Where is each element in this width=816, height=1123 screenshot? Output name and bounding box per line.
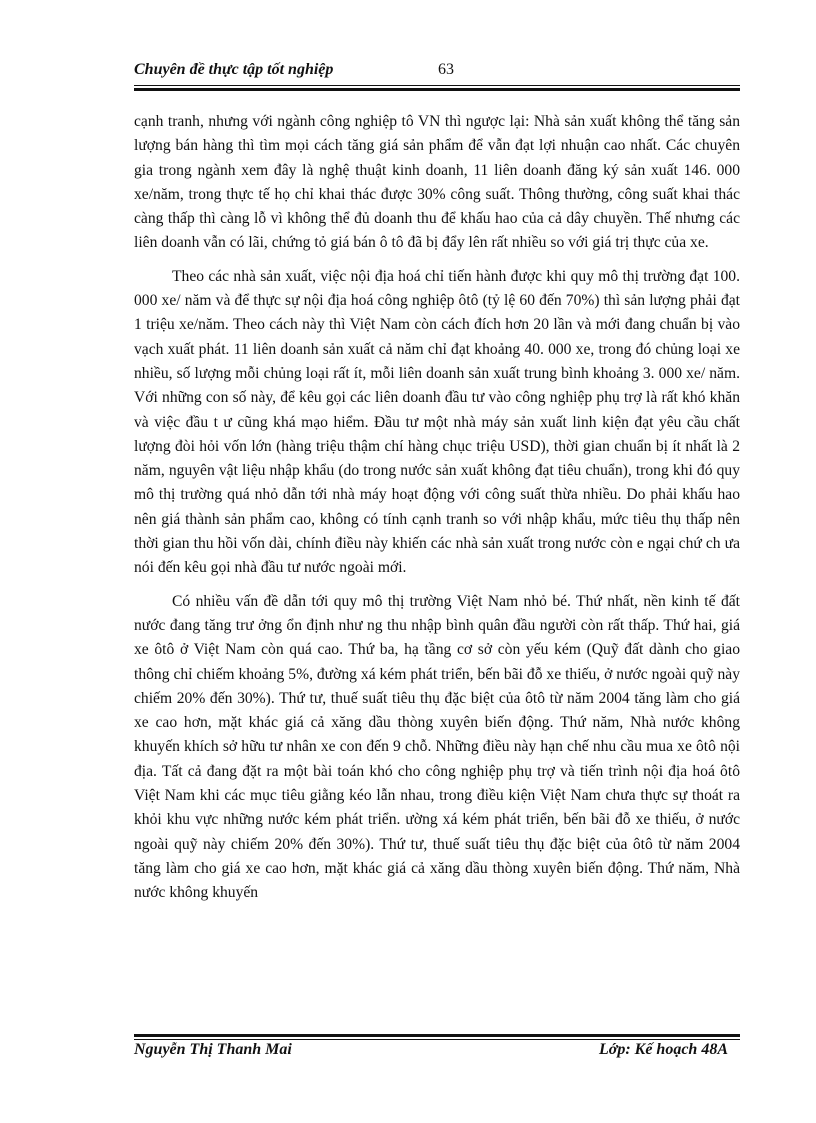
class-label: Lớp: Kế hoạch 48A bbox=[598, 1041, 728, 1058]
document-title: Chuyên đề thực tập tốt nghiệp bbox=[134, 61, 334, 78]
page-footer bbox=[134, 1041, 740, 1065]
paragraph-3: Có nhiều vấn đề dẫn tới quy mô thị trường Việt Nam nhỏ bé. Thứ nhất, nền kinh tế đất nước đang tăng trư ởng ổn định như ng thu nhập bình quân đầu người còn rất thấp. Thứ hai, giá xe ôtô ở Việt Nam còn quá cao. Thứ ba, hạ tầng cơ sở còn yếu kém (Quỹ đất dành cho giao thông chỉ chiếm khoảng 5%, đường xá kém phát triển, bến bãi đỗ xe thiếu, ở nước ngoài quỹ này chiếm 20% đến 30%). Thứ tư, thuế suất tiêu thụ đặc biệt của ôtô từ năm 2004 tăng làm cho giá xe cao hơn, mặt khác giá cả xăng dầu thòng xuyên biến động. Thứ năm, Nhà nước không khuyến khích sở hữu tư nhân xe con đến 9 chỗ. Những điều này hạn chế nhu cầu mua xe ôtô nội địa. Tất cả đang đặt ra một bài toán khó cho công nghiệp phụ trợ và tiến trình nội địa hoá ôtô Việt Nam khi các mục tiêu giằng kéo lẫn nhau, trong điều kiện Việt Nam chưa thực sự thoát ra khỏi khu vực những nước kém phát triển. ường xá kém phát triển, bến bãi đỗ xe thiếu, ở nước ngoài quỹ này chiếm 20% đến 30%). Thứ tư, thuế suất tiêu thụ đặc biệt của ôtô từ năm 2004 tăng làm cho giá xe cao hơn, mặt khác giá cả xăng dầu thòng xuyên biến động. Thứ năm, Nhà nước không khuyến bbox=[134, 592, 740, 902]
page-number: 63 bbox=[438, 61, 454, 78]
paragraph-2: Theo các nhà sản xuất, việc nội địa hoá chỉ tiến hành được khi quy mô thị trường đạt 100. 000 xe/ năm và để thực sự nội địa hoá công nghiệp ôtô (tỷ lệ 60 đến 70%) thì sản lượng phải đạt 1 triệu xe/năm. Theo cách này thì Việt Nam còn cách đích hơn 20 lần và mới đang chuẩn bị vào vạch xuất phát. 11 liên doanh sản xuất cả năm chỉ đạt khoảng 40. 000 xe, trong đó chủng loại xe nhiều, số lượng mỗi chủng loại rất ít, mỗi liên doanh sản xuất trung bình khoảng 3. 000 xe/ năm. Với những con số này, để kêu gọi các liên doanh đầu tư vào công nghiệp phụ trợ là rất khó khăn và việc đầu t ư cũng khá mạo hiểm. Đầu tư một nhà máy sản xuất linh kiện đạt yêu cầu chất lượng đòi hỏi vốn lớn (hàng triệu thậm chí hàng chục triệu USD), thời gian chuẩn bị ít nhất là 2 năm, nguyên vật liệu nhập khẩu (do trong nước sản xuất không đạt tiêu chuẩn), trong khi đó quy mô thị trường quá nhỏ dẫn tới nhà máy hoạt động với công suất thừa nhiều. Do phải khấu hao nên giá thành sản phẩm cao, không có tính cạnh tranh so với nhập khẩu, mức tiêu thụ thấp nên thời gian thu hồi vốn dài, chính điều này khiến các nhà sản xuất trong nước còn e ngại chứ ch ưa nói đến kêu gọi nhà đầu tư nước ngoài mới. bbox=[134, 267, 740, 577]
header-rule-thin bbox=[134, 85, 740, 86]
body-text bbox=[134, 110, 740, 915]
header-rule-thick bbox=[134, 88, 740, 91]
footer-rule-thin bbox=[134, 1039, 740, 1040]
author-name: Nguyễn Thị Thanh Mai bbox=[134, 1041, 292, 1058]
paragraph-1: cạnh tranh, nhưng với ngành công nghiệp tô VN thì ngược lại: Nhà sản xuất không thể tăng sản lượng bán hàng thì tìm mọi cách tăng giá sản phẩm để vẫn đạt lợi nhuận cao nhất. Các chuyên gia trong ngành xem đây là nghệ thuật kinh doanh, 11 liên doanh đăng ký sản xuất 146. 000 xe/năm, trong thực tế họ chỉ khai thác được 30% công suất. Thông thường, công suất khai thác càng thấp thì càng lỗ vì không thể đủ doanh thu để khấu hao của cả dây chuyền. Thế nhưng các liên doanh vẫn có lãi, chứng tỏ giá bán ô tô đã bị đẩy lên rất nhiều so với giá trị thực của xe. bbox=[134, 113, 740, 252]
footer-rule-thick bbox=[134, 1034, 740, 1037]
page-header bbox=[134, 56, 740, 86]
